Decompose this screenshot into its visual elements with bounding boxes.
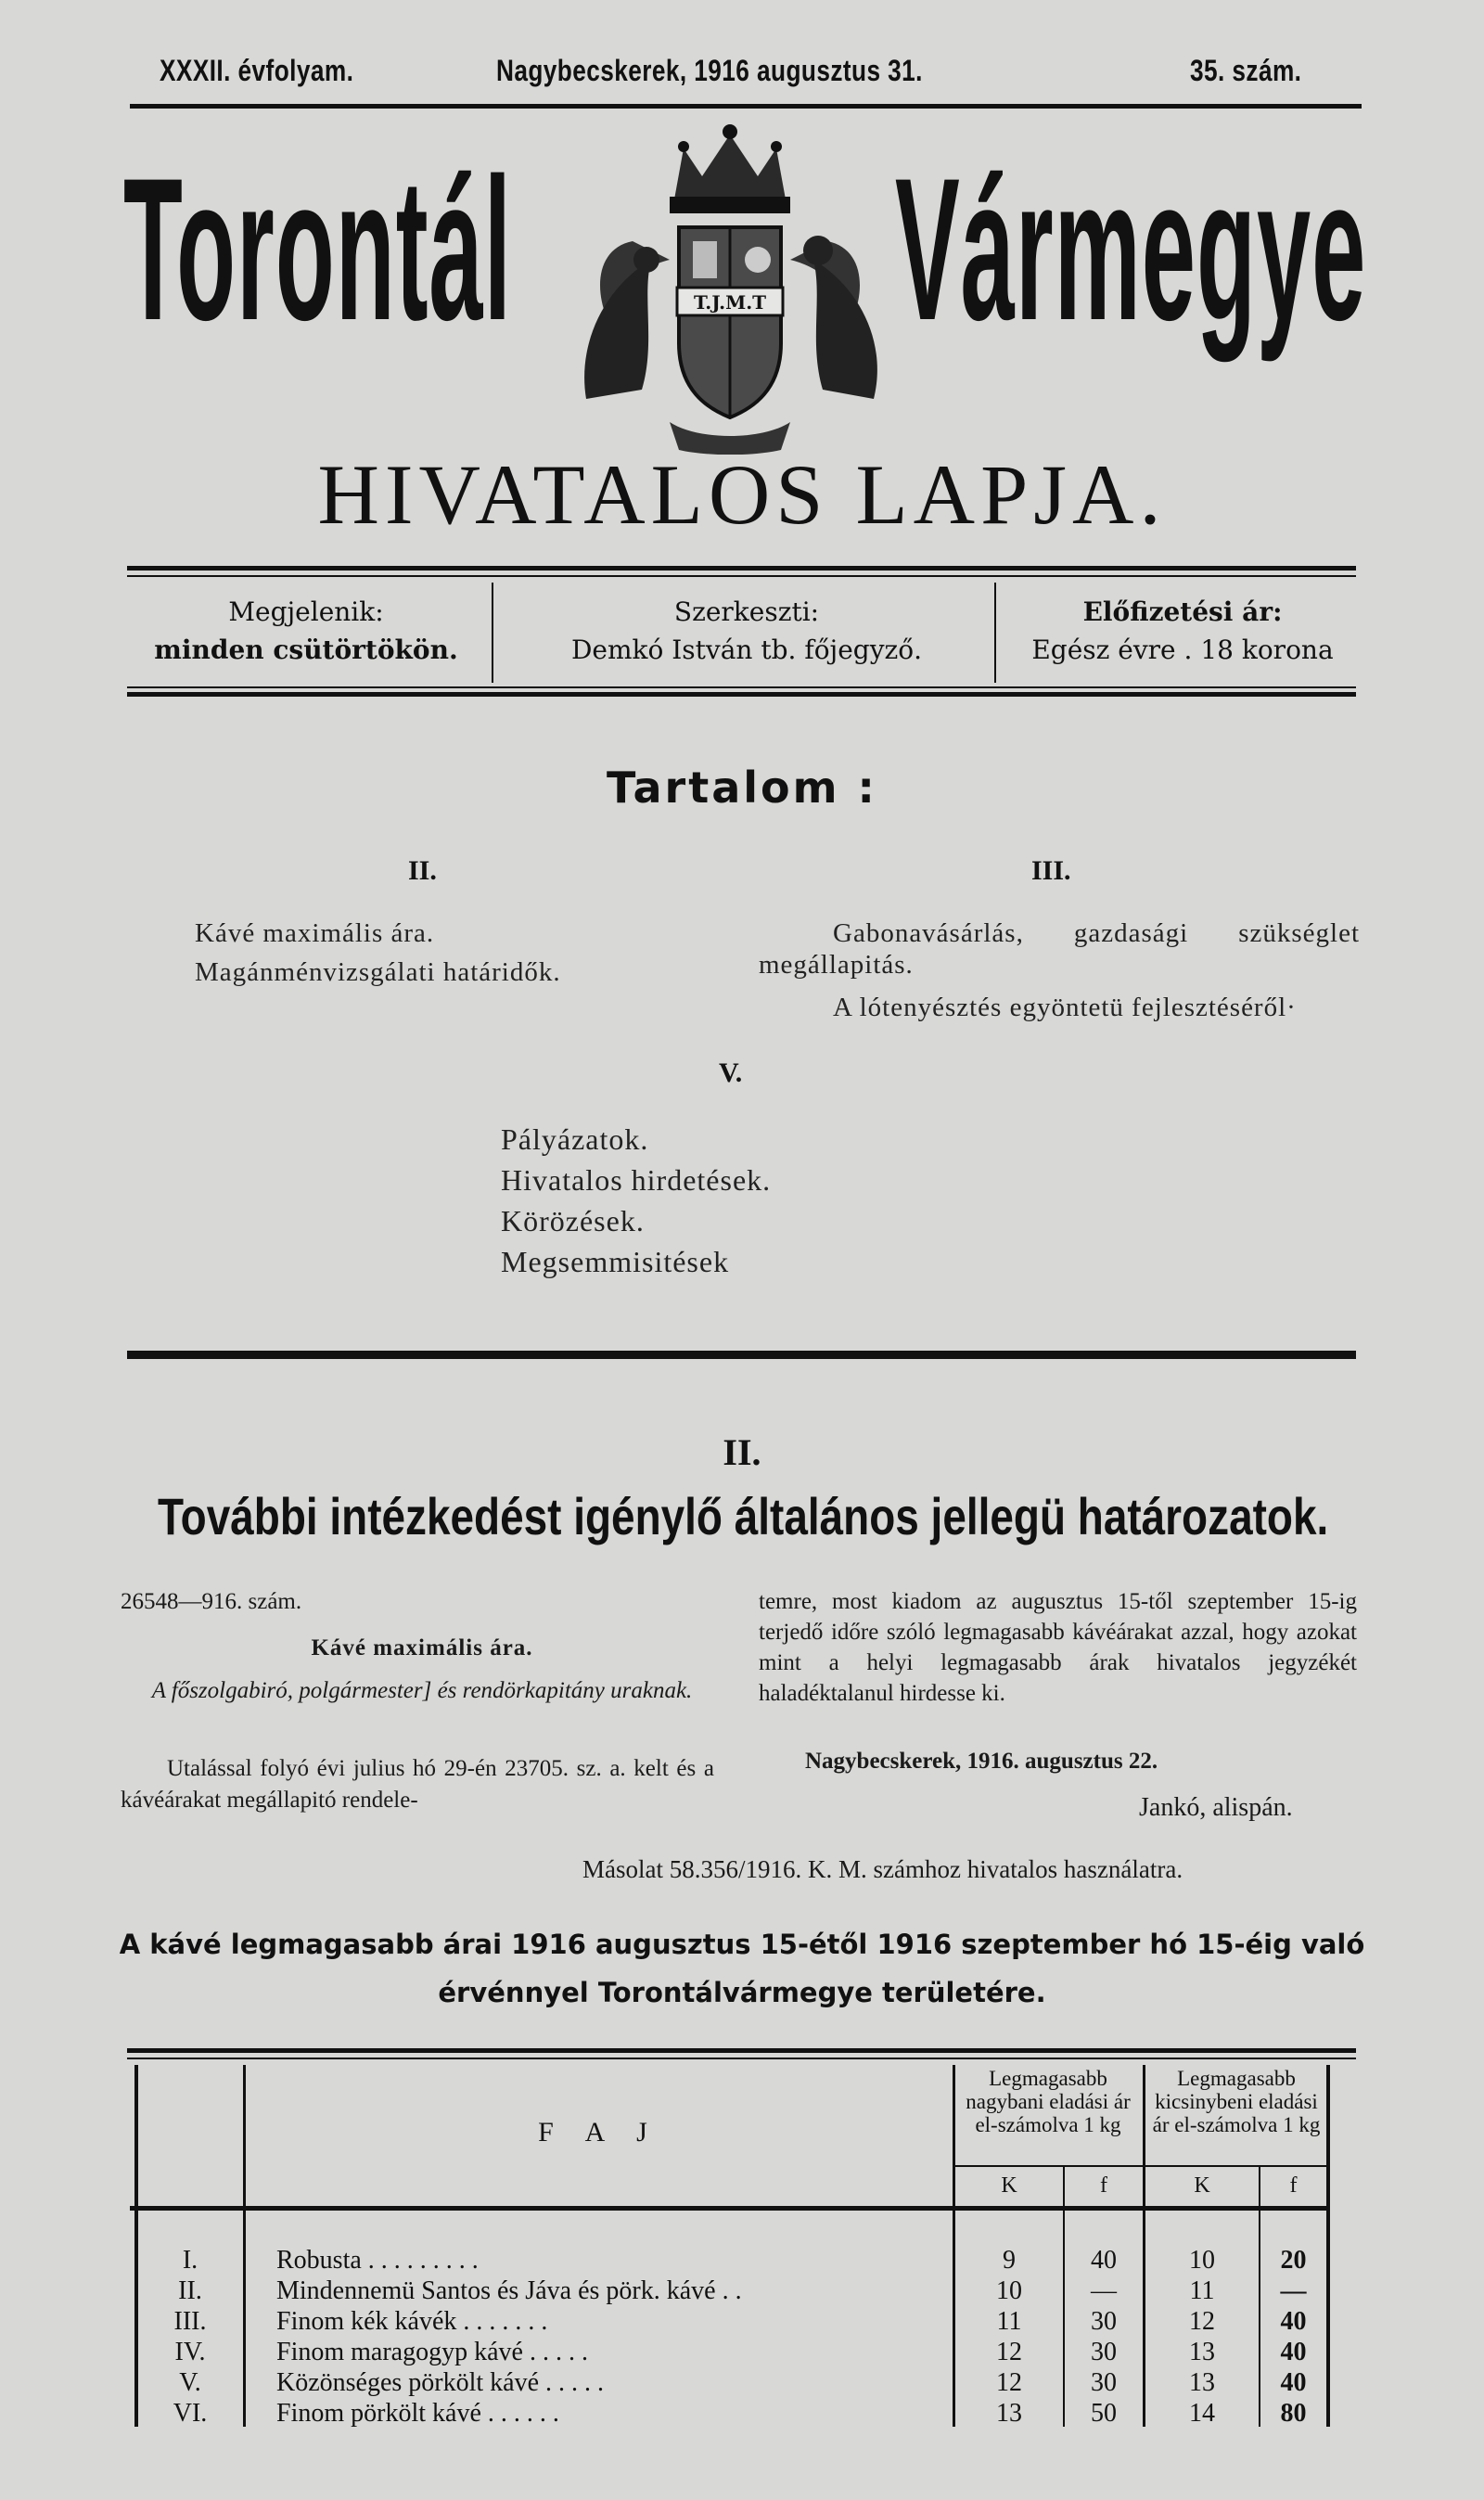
row-name: Robusta . . . . . . . . . xyxy=(276,2246,479,2275)
place-date: Nagybecskerek, 1916 augusztus 31. xyxy=(496,54,923,87)
toc-section-ii-roman: II. xyxy=(408,855,437,886)
row-wholesale-f: 30 xyxy=(1091,2307,1117,2336)
info-editor xyxy=(519,594,974,669)
article-body-right: temre, most kiadom az augusztus 15-től szeptember 15-ig terjedő időre szóló legmagasabb kávéárakat azzal, hogy azokat mint a helyi legmagasabb árak hivatalos jegyzékét haladéktalanul hirdesse ki. xyxy=(759,1589,1357,1706)
issue-number: 35. szám. xyxy=(1190,54,1302,87)
info-rule-top xyxy=(127,566,1356,571)
info-col3-value: Egész évre . 18 korona xyxy=(1031,634,1334,665)
toc-item: Hivatalos hirdetések. xyxy=(501,1163,772,1197)
table-sub-k: K xyxy=(1001,2173,1017,2198)
volume-label: XXXII. évfolyam. xyxy=(160,54,354,87)
row-wholesale-k: 13 xyxy=(996,2399,1022,2428)
article-addressee: A főszolgabiró, polgármester] és rendörkapitány uraknak. xyxy=(151,1678,693,1703)
price-notice-line1: A kávé legmagasabb árai 1916 augusztus 15-étől 1916 szeptember hó 15-éig való xyxy=(119,1929,1365,1960)
info-col2-label: Szerkeszti: xyxy=(673,596,820,627)
coat-of-arms-icon xyxy=(568,111,892,455)
row-retail-f: 20 xyxy=(1280,2246,1307,2275)
row-name: Közönséges pörkölt kávé . . . . . xyxy=(276,2368,605,2397)
row-wholesale-k: 12 xyxy=(996,2338,1022,2366)
toc-section-v-roman: V. xyxy=(719,1058,743,1088)
row-name: Finom maragogyp kávé . . . . . xyxy=(276,2338,588,2366)
row-wholesale-f: 30 xyxy=(1091,2338,1117,2366)
row-wholesale-f: 30 xyxy=(1091,2368,1117,2397)
row-roman: I. xyxy=(182,2246,198,2275)
title-right: Vármegye xyxy=(895,136,1367,364)
row-wholesale-k: 9 xyxy=(1003,2246,1016,2275)
table-header-wholesale: Legmagasabb nagybani eladási ár el-számolva 1 kg xyxy=(966,2067,1131,2136)
info-col1-label: Megjelenik: xyxy=(228,596,384,627)
row-roman: III. xyxy=(173,2307,207,2336)
toc-section-iii-roman: III. xyxy=(1031,855,1071,886)
article-number: 26548—916. szám. xyxy=(121,1589,302,1614)
section-divider xyxy=(127,1351,1356,1359)
row-retail-f: 40 xyxy=(1280,2338,1307,2366)
toc-item: Körözések. xyxy=(501,1204,645,1237)
toc-item: Magánménvizsgálati határidők. xyxy=(195,957,561,987)
row-roman: II. xyxy=(178,2276,202,2305)
table-header-rule xyxy=(130,2206,1330,2211)
article-signature: Jankó, alispán. xyxy=(1139,1793,1293,1822)
info-col1-value: minden csütörtökön. xyxy=(154,634,458,665)
row-retail-k: 13 xyxy=(1189,2368,1215,2397)
row-wholesale-k: 10 xyxy=(996,2276,1022,2305)
section-roman: II. xyxy=(723,1431,761,1473)
row-retail-k: 10 xyxy=(1189,2246,1215,2275)
toc-item: Pályázatok. xyxy=(501,1122,649,1156)
table-header-faj: F A J xyxy=(538,2117,660,2147)
row-name: Mindennemü Santos és Jáva és pörk. kávé . . xyxy=(276,2276,742,2305)
row-wholesale-k: 12 xyxy=(996,2368,1022,2397)
table-vline xyxy=(134,2065,138,2427)
row-retail-f: 40 xyxy=(1280,2307,1307,2336)
row-roman: V. xyxy=(179,2368,201,2397)
row-retail-f: — xyxy=(1280,2276,1307,2305)
row-roman: VI. xyxy=(173,2399,208,2428)
row-retail-f: 80 xyxy=(1280,2399,1307,2428)
table-sub-k: K xyxy=(1194,2173,1210,2198)
table-rule-top xyxy=(127,2048,1356,2053)
top-rule xyxy=(130,104,1362,109)
toc-item: megállapitás. xyxy=(759,950,914,980)
toc-item: Kávé maximális ára. xyxy=(195,918,435,948)
title-left: Torontál xyxy=(123,136,512,364)
info-divider-1 xyxy=(492,583,493,683)
row-wholesale-k: 11 xyxy=(996,2307,1022,2336)
emblem-label: T.J.M.T xyxy=(693,291,767,314)
row-roman: IV. xyxy=(174,2338,206,2366)
table-vline xyxy=(1326,2065,1330,2427)
row-wholesale-f: 50 xyxy=(1091,2399,1117,2428)
row-name: Finom pörkölt kávé . . . . . . xyxy=(276,2399,559,2428)
info-divider-2 xyxy=(994,583,996,683)
info-col3-label: Előfizetési ár: xyxy=(1082,596,1283,627)
section-title: További intézkedést igénylő általános jellegü határozatok. xyxy=(158,1487,1329,1545)
toc-item: Megsemmisitések xyxy=(501,1245,730,1278)
table-rule-top-thin xyxy=(127,2058,1356,2059)
subtitle: HIVATALOS LAPJA. xyxy=(317,447,1167,542)
price-notice xyxy=(0,1920,1484,2017)
toc-item: Gabonavásárlás, gazdasági szükséglet xyxy=(833,918,1360,948)
row-retail-k: 11 xyxy=(1189,2276,1215,2305)
info-publication xyxy=(148,594,464,669)
info-rule-bottom-thin xyxy=(127,686,1356,688)
row-retail-k: 12 xyxy=(1189,2307,1215,2336)
copy-note: Másolat 58.356/1916. K. M. számhoz hivatalos használatra. xyxy=(582,1855,1183,1883)
table-sub-f: f xyxy=(1289,2173,1298,2198)
toc-heading: Tartalom : xyxy=(607,763,877,813)
table-subheader-rule xyxy=(953,2165,1328,2167)
table-header-retail: Legmagasabb kicsinybeni eladási ár el-számolva 1 kg xyxy=(1152,2067,1321,2136)
row-retail-k: 13 xyxy=(1189,2338,1215,2366)
article-date: Nagybecskerek, 1916. augusztus 22. xyxy=(805,1749,1158,1774)
row-wholesale-f: 40 xyxy=(1091,2246,1117,2275)
row-name: Finom kék kávék . . . . . . . xyxy=(276,2307,548,2336)
info-rule-top-thin xyxy=(127,575,1356,577)
article-body-left: Utalással folyó évi julius hó 29-én 23705. sz. a. kelt és a kávéárakat megállapitó rendele- xyxy=(121,1756,714,1813)
table-sub-f: f xyxy=(1100,2173,1107,2198)
price-notice-line2: érvénnyel Torontálvármegye területére. xyxy=(438,1977,1046,2008)
info-subscription xyxy=(1002,594,1363,669)
info-rule-bottom xyxy=(127,692,1356,697)
row-retail-k: 14 xyxy=(1189,2399,1215,2428)
toc-item: A lótenyésztés egyöntetü fejlesztéséről· xyxy=(833,993,1297,1022)
article-heading: Kávé maximális ára. xyxy=(311,1635,533,1660)
row-wholesale-f: — xyxy=(1091,2276,1117,2305)
row-retail-f: 40 xyxy=(1280,2368,1307,2397)
info-col2-value: Demkó István tb. főjegyző. xyxy=(570,634,923,665)
